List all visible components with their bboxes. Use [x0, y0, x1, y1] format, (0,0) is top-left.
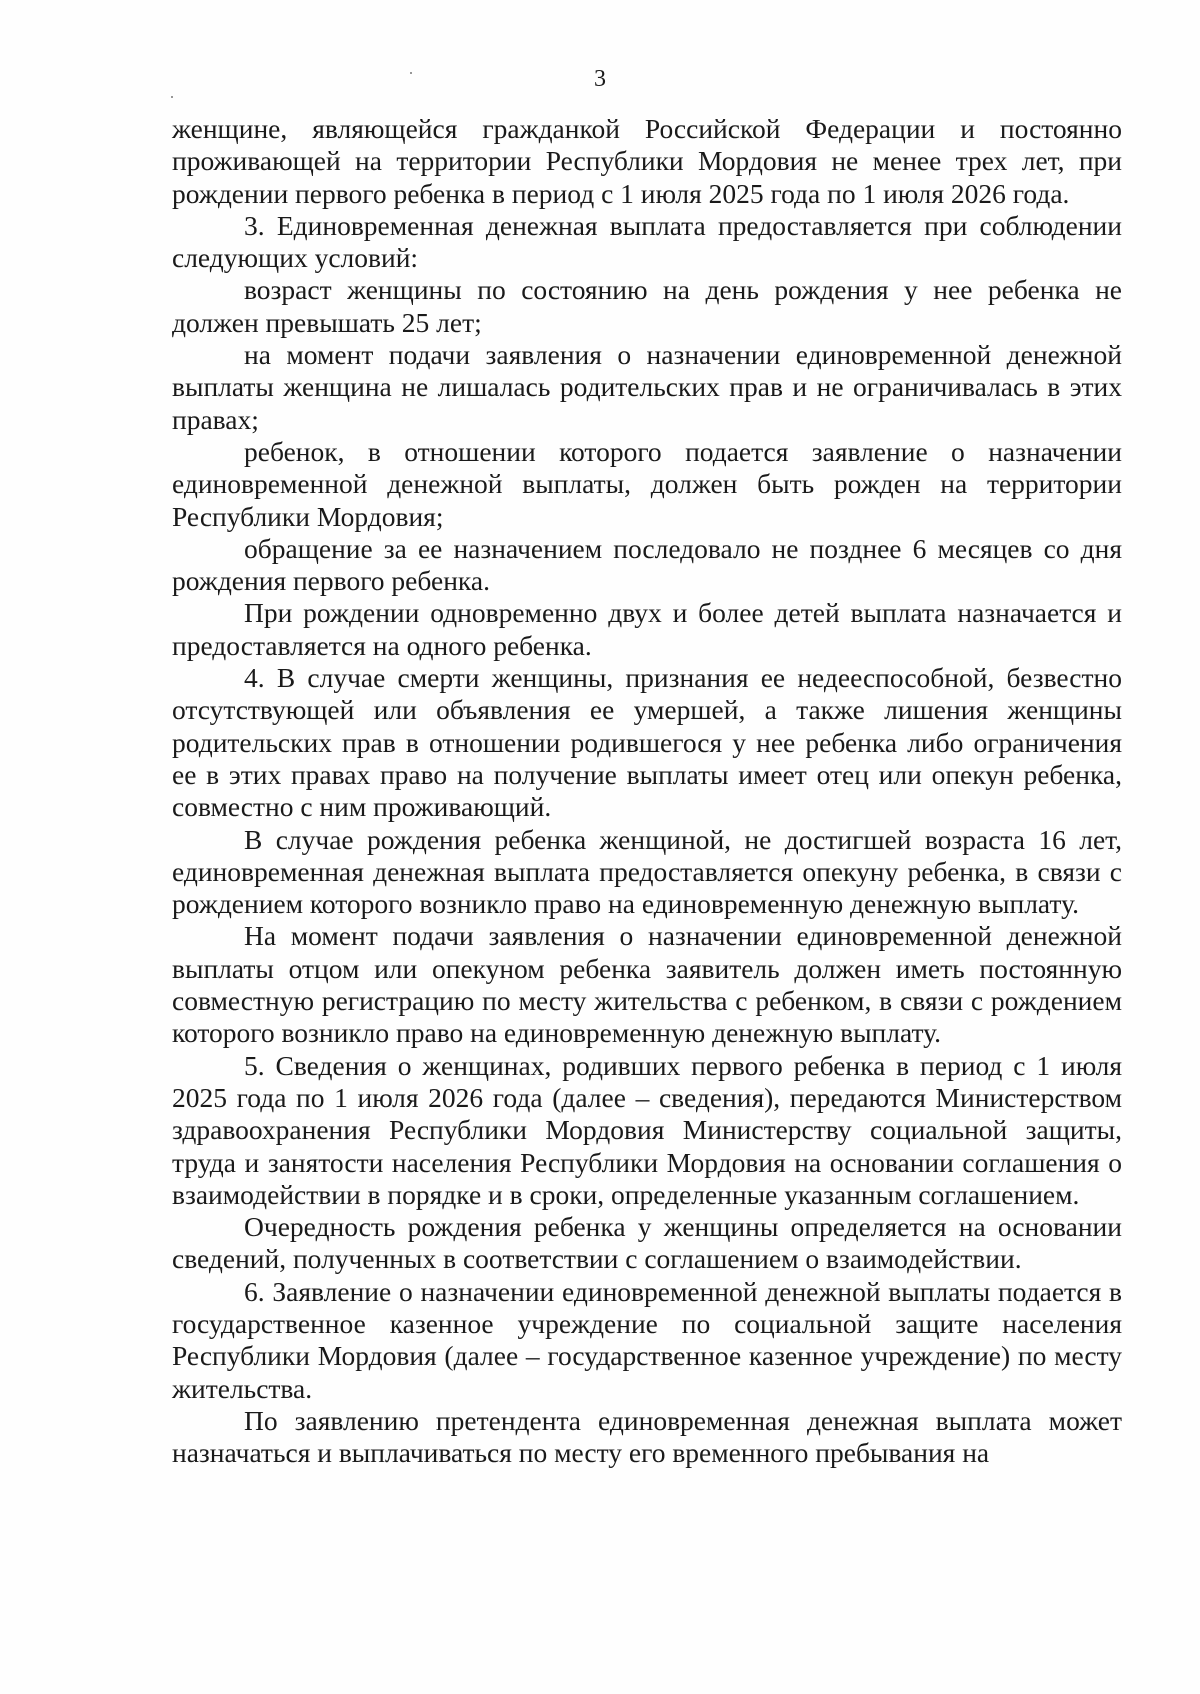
paragraph-birth-order: Очередность рождения ребенка у женщины определяется на основании сведений, полученных в соответствии с соглашением о взаимодействии.: [172, 1211, 1122, 1275]
paragraph-condition-parental-rights: на момент подачи заявления о назначении единовременной денежной выплаты женщина не лишалась родительских прав и не ограничивалась в этих правах;: [172, 339, 1122, 435]
page-number: 3: [594, 66, 606, 92]
paragraph-item-4: 4. В случае смерти женщины, признания ее недееспособной, безвестно отсутствующей или объявления ее умершей, а также лишения женщины родительских прав в отношении родившегося у нее ребенка либо ограничения ее в этих правах право на получение выплаты имеет отец или опекун ребенка, совместно с ним проживающий.: [172, 662, 1122, 823]
paragraph-condition-age: возраст женщины по состоянию на день рождения у нее ребенка не должен превышать 25 лет;: [172, 274, 1122, 338]
paragraph-registration-requirement: На момент подачи заявления о назначении единовременной денежной выплаты отцом или опекуном ребенка заявитель должен иметь постоянную совместную регистрацию по месту жительства с ребенком, в связи с рождением которого возникло право на единовременную денежную выплату.: [172, 920, 1122, 1049]
paragraph-temporary-residence: По заявлению претендента единовременная денежная выплата может назначаться и выплачиваться по месту его временного пребывания на: [172, 1404, 1122, 1469]
document-body: [172, 113, 1122, 1469]
paragraph-condition-birthplace: ребенок, в отношении которого подается заявление о назначении единовременной денежной выплаты, должен быть рожден на территории Республики Мордовия;: [172, 435, 1122, 532]
scan-speck: [171, 96, 173, 98]
paragraph-item-5: 5. Сведения о женщинах, родивших первого ребенка в период с 1 июля 2025 года по 1 июля 2026 года (далее – сведения), передаются Министерством здравоохранения Республики Мордовия Министерству социальной защиты, труда и занятости населения Республики Мордовия на основании соглашения о взаимодействии в порядке и в сроки, определенные указанным соглашением.: [172, 1049, 1122, 1210]
paragraph-condition-deadline: обращение за ее назначением последовало не позднее 6 месяцев со дня рождения первого ребенка.: [172, 532, 1122, 597]
paragraph-multiple-births: При рождении одновременно двух и более детей выплата назначается и предоставляется на одного ребенка.: [172, 597, 1122, 661]
paragraph-item-6: 6. Заявление о назначении единовременной денежной выплаты подается в государственное казенное учреждение по социальной защите населения Республики Мордовия (далее – государственное казенное учреждение) по месту жительства.: [172, 1275, 1122, 1404]
paragraph-minor-mother: В случае рождения ребенка женщиной, не достигшей возраста 16 лет, единовременная денежная выплата предоставляется опекуну ребенка, в связи с рождением которого возникло право на единовременную денежную выплату.: [172, 823, 1122, 920]
paragraph-intro-continuation: женщине, являющейся гражданкой Российской Федерации и постоянно проживающей на территории Республики Мордовия не менее трех лет, при рождении первого ребенка в период с 1 июля 2025 года по 1 июля 2026 года.: [172, 113, 1122, 209]
paragraph-item-3: 3. Единовременная денежная выплата предоставляется при соблюдении следующих условий:: [172, 209, 1122, 274]
